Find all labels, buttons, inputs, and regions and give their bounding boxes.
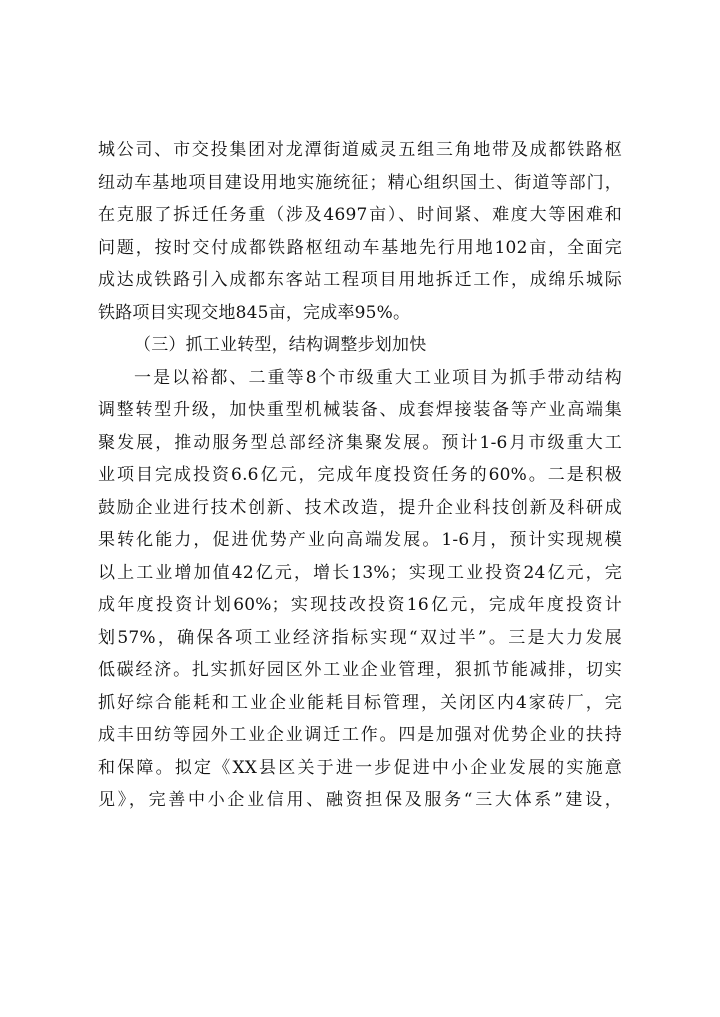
paragraph-industrial-transformation [98,362,622,817]
text-line: 和保障。拟定《XX县区关于进一步促进中小企业发展的实施意 [98,757,622,778]
text-line: 抓好综合能耗和工业企业能耗目标管理，关闭区内4家砖厂，完 [98,692,622,713]
document-body [98,134,622,817]
text-line: 成年度投资计划60%；实现技改投资16亿元，完成年度投资计 [98,595,622,615]
text-line: 问题，按时交付成都铁路枢纽动车基地先行用地102亩，全面完 [98,237,622,258]
text-line: 鼓励企业进行技术创新、技术改造，提升企业科技创新及科研成 [98,497,622,518]
text-line: 铁路项目实现交地845亩，完成率95%。 [98,302,411,323]
text-line: 调整转型升级，加快重型机械装备、成套焊接装备等产业高端集 [98,400,622,420]
text-line: 一是以裕都、二重等8个市级重大工业项目为抓手带动结构 [134,367,622,388]
paragraph-land-acquisition [98,134,622,329]
text-line: 划57%，确保各项工业经济指标实现“双过半”。三是大力发展 [98,627,622,648]
text-line: 果转化能力，促进优势产业向高端发展。1-6月，预计实现规模 [98,530,622,550]
text-line: 低碳经济。扎实抓好园区外工业企业管理，狠抓节能减排，切实 [98,660,622,680]
text-line: 在克服了拆迁任务重（涉及4697亩）、时间紧、难度大等困难和 [98,205,622,225]
text-line: 纽动车基地项目建设用地实施统征；精心组织国土、街道等部门， [98,172,622,193]
text-line: 业项目完成投资6.6亿元，完成年度投资任务的60%。二是积极 [98,465,622,485]
section-heading: （三）抓工业转型，结构调整步划加快 [134,335,427,355]
text-line: 见》，完善中小企业信用、融资担保及服务“三大体系”建设， [98,790,622,810]
text-line: 城公司、市交投集团对龙潭街道威灵五组三角地带及成都铁路枢 [98,140,622,160]
text-line: 成达成铁路引入成都东客站工程项目用地拆迁工作，成绵乐城际 [98,270,622,290]
text-line: 聚发展，推动服务型总部经济集聚发展。预计1-6月市级重大工 [98,432,622,453]
text-line: 成丰田纺等园外工业企业调迁工作。四是加强对优势企业的扶持 [98,725,622,745]
text-line: 以上工业增加值42亿元，增长13%；实现工业投资24亿元，完 [98,562,622,583]
